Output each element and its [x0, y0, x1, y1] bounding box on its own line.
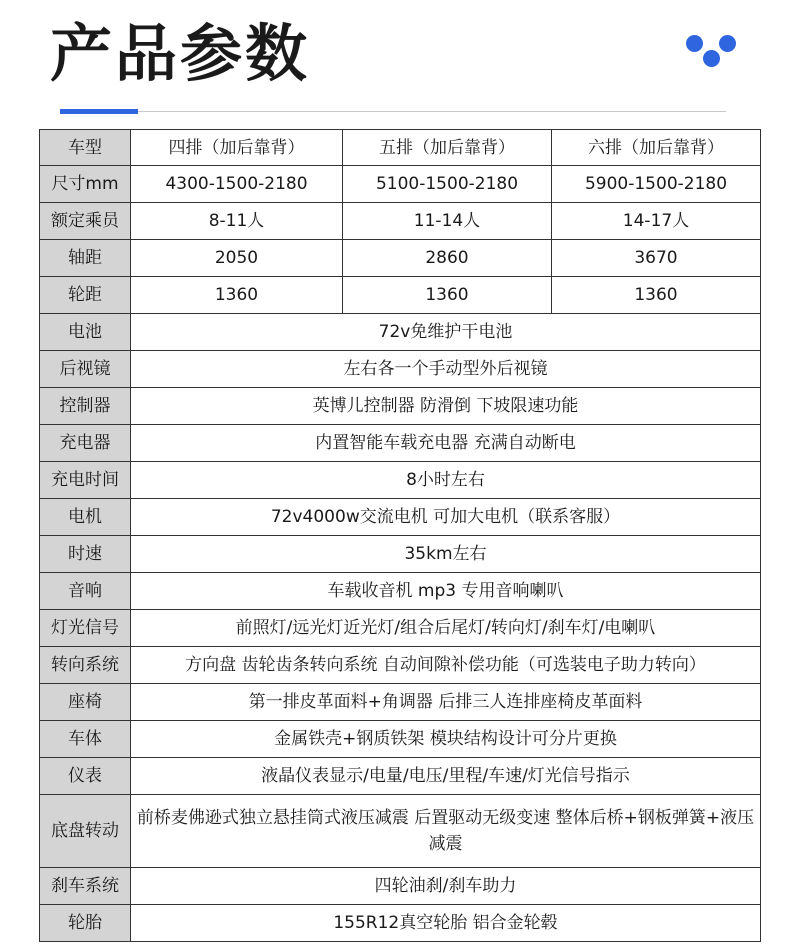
table-cell: 2050: [131, 240, 343, 277]
table-row: [40, 166, 761, 203]
header-cell: 四排（加后靠背）: [131, 130, 343, 166]
table-row: [40, 536, 761, 573]
table-cell: 1360: [131, 277, 343, 314]
table-row: [40, 240, 761, 277]
row-label: 轮胎: [40, 905, 131, 942]
row-label: 充电器: [40, 425, 131, 462]
table-cell: 前照灯/远光灯近光灯/组合后尾灯/转向灯/刹车灯/电喇叭: [131, 610, 761, 647]
table-cell: 1360: [343, 277, 552, 314]
table-cell: 内置智能车载充电器 充满自动断电: [131, 425, 761, 462]
table-cell: 35km左右: [131, 536, 761, 573]
table-cell: 3670: [552, 240, 761, 277]
row-label: 轮距: [40, 277, 131, 314]
table-row: [40, 721, 761, 758]
dot-decoration: [719, 35, 736, 52]
table-cell: 5900-1500-2180: [552, 166, 761, 203]
row-label: 额定乘员: [40, 203, 131, 240]
row-label: 后视镜: [40, 351, 131, 388]
title-divider: [60, 111, 726, 112]
row-label: 音响: [40, 573, 131, 610]
spec-table: [39, 129, 761, 942]
table-row: [40, 277, 761, 314]
row-label: 底盘转动: [40, 795, 131, 868]
row-label: 座椅: [40, 684, 131, 721]
row-label: 尺寸mm: [40, 166, 131, 203]
table-row: [40, 868, 761, 905]
table-cell: 8-11人: [131, 203, 343, 240]
row-label: 转向系统: [40, 647, 131, 684]
table-cell: 1360: [552, 277, 761, 314]
row-label: 轴距: [40, 240, 131, 277]
table-row: [40, 499, 761, 536]
table-row: [40, 573, 761, 610]
table-row: [40, 314, 761, 351]
table-row: [40, 905, 761, 942]
table-cell: 8小时左右: [131, 462, 761, 499]
table-cell: 14-17人: [552, 203, 761, 240]
page-title: 产品参数: [50, 17, 311, 90]
table-cell: 金属铁壳+钢质铁架 模块结构设计可分片更换: [131, 721, 761, 758]
table-cell: 5100-1500-2180: [343, 166, 552, 203]
row-label: 控制器: [40, 388, 131, 425]
table-cell: 方向盘 齿轮齿条转向系统 自动间隙补偿功能（可选装电子助力转向）: [131, 647, 761, 684]
table-cell: 左右各一个手动型外后视镜: [131, 351, 761, 388]
table-cell: 2860: [343, 240, 552, 277]
table-row: [40, 462, 761, 499]
table-row: [40, 758, 761, 795]
table-cell: 155R12真空轮胎 铝合金轮毂: [131, 905, 761, 942]
table-header-row: [40, 130, 761, 166]
table-row: [40, 795, 761, 868]
table-cell: 72v免维护干电池: [131, 314, 761, 351]
title-accent-bar: [60, 109, 138, 114]
row-label: 车体: [40, 721, 131, 758]
table-cell: 四轮油刹/刹车助力: [131, 868, 761, 905]
header-cell: 车型: [40, 130, 131, 166]
header-cell: 六排（加后靠背）: [552, 130, 761, 166]
table-cell: 液晶仪表显示/电量/电压/里程/车速/灯光信号指示: [131, 758, 761, 795]
table-row: [40, 684, 761, 721]
table-row: [40, 425, 761, 462]
row-label: 充电时间: [40, 462, 131, 499]
table-cell: 前桥麦佛逊式独立悬挂筒式液压减震 后置驱动无级变速 整体后桥+钢板弹簧+液压减震: [131, 795, 761, 868]
table-row: [40, 388, 761, 425]
table-row: [40, 647, 761, 684]
table-cell: 英博儿控制器 防滑倒 下坡限速功能: [131, 388, 761, 425]
dot-decoration: [686, 35, 703, 52]
table-cell: 72v4000w交流电机 可加大电机（联系客服）: [131, 499, 761, 536]
table-cell: 第一排皮革面料+角调器 后排三人连排座椅皮革面料: [131, 684, 761, 721]
row-label: 仪表: [40, 758, 131, 795]
table-row: [40, 610, 761, 647]
row-label: 电机: [40, 499, 131, 536]
table-row: [40, 203, 761, 240]
table-cell: 11-14人: [343, 203, 552, 240]
row-label: 灯光信号: [40, 610, 131, 647]
dot-decoration: [703, 50, 720, 67]
header-cell: 五排（加后靠背）: [343, 130, 552, 166]
row-label: 刹车系统: [40, 868, 131, 905]
table-cell: 车载收音机 mp3 专用音响喇叭: [131, 573, 761, 610]
row-label: 时速: [40, 536, 131, 573]
table-cell: 4300-1500-2180: [131, 166, 343, 203]
table-row: [40, 351, 761, 388]
row-label: 电池: [40, 314, 131, 351]
